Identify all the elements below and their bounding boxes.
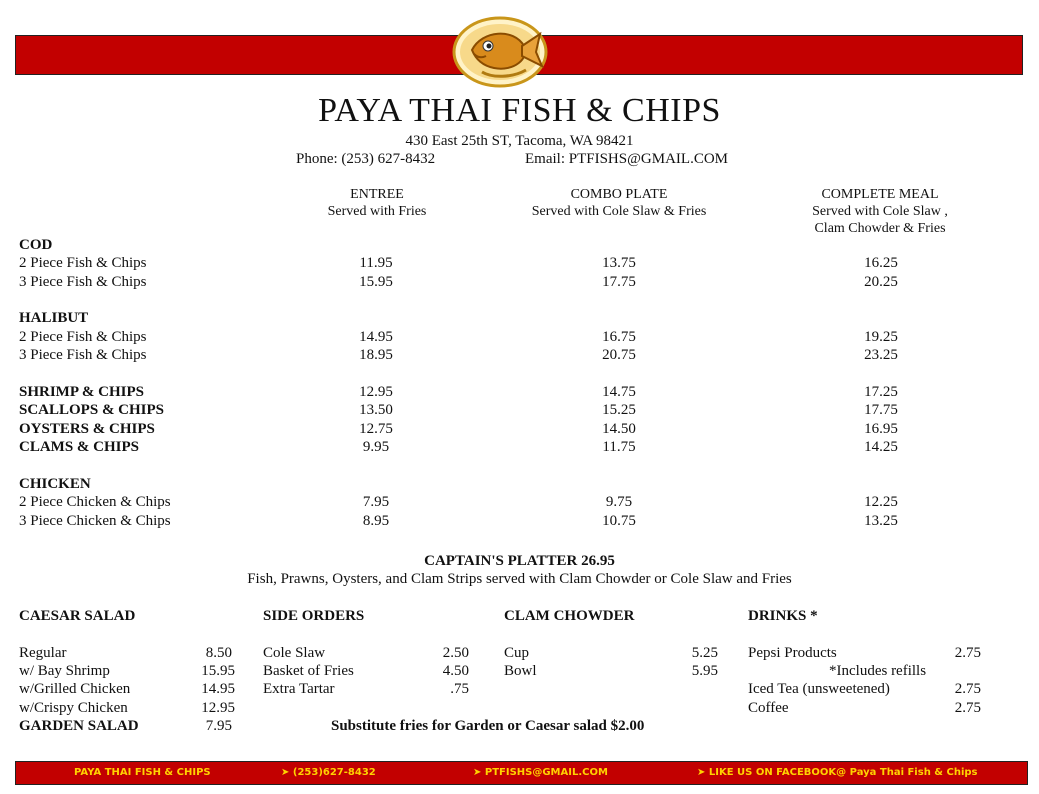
entree-price: 13.50	[359, 402, 393, 418]
menu-item-name: SCALLOPS & CHIPS	[19, 402, 165, 418]
clam-chowder-heading: CLAM CHOWDER	[504, 608, 635, 624]
footer-facebook-text: LIKE US ON FACEBOOK@ Paya Thai Fish & Chips	[708, 767, 978, 778]
side-item-price: .75	[450, 681, 469, 697]
entree-price: 12.95	[359, 384, 393, 400]
address: 430 East 25th ST, Tacoma, WA 98421	[405, 133, 634, 149]
garden-salad-price: 7.95	[205, 718, 232, 734]
chowder-item-price: 5.25	[691, 645, 718, 661]
section-heading-halibut: HALIBUT	[19, 310, 89, 326]
caesar-item-name: Regular	[19, 645, 67, 661]
combo-price: 14.50	[602, 421, 636, 437]
complete-price: 17.25	[864, 384, 898, 400]
entree-price: 14.95	[359, 329, 393, 345]
side-orders-heading: SIDE ORDERS	[263, 608, 365, 624]
arrow-icon: ➤	[697, 767, 706, 778]
caesar-item-price: 15.95	[201, 663, 235, 679]
entree-price: 7.95	[362, 494, 390, 510]
arrow-icon: ➤	[281, 767, 290, 778]
complete-price: 16.25	[864, 255, 898, 271]
entree-column-header	[296, 186, 458, 220]
complete-price: 23.25	[864, 347, 898, 363]
menu-item-name: 3 Piece Fish & Chips	[19, 347, 147, 363]
combo-title: COMBO PLATE	[570, 187, 668, 202]
complete-price: 13.25	[864, 513, 898, 529]
footer-email-text: PTFISHS@GMAIL.COM	[484, 767, 608, 778]
drinks-heading: DRINKS *	[748, 608, 818, 624]
complete-desc-2: Clam Chowder & Fries	[814, 221, 946, 236]
entree-price: 8.95	[362, 513, 390, 529]
email-address: Email: PTFISHS@GMAIL.COM	[525, 151, 728, 167]
menu-item-name: 2 Piece Fish & Chips	[19, 255, 147, 271]
menu-item-name: OYSTERS & CHIPS	[19, 421, 155, 437]
section-heading-cod: COD	[19, 237, 53, 253]
caesar-item-price: 14.95	[201, 681, 235, 697]
entree-price: 15.95	[359, 274, 393, 290]
drink-item-price: 2.75	[954, 700, 981, 716]
complete-price: 12.25	[864, 494, 898, 510]
menu-item-name: 3 Piece Chicken & Chips	[19, 513, 171, 529]
section-heading-chicken: CHICKEN	[19, 476, 91, 492]
menu-item-name: 2 Piece Chicken & Chips	[19, 494, 171, 510]
drink-item-name: Iced Tea (unsweetened)	[748, 681, 890, 697]
entree-price: 12.75	[359, 421, 393, 437]
footer-phone	[281, 767, 376, 778]
caesar-item-name: w/Grilled Chicken	[19, 681, 131, 697]
chowder-item-price: 5.95	[691, 663, 718, 679]
menu-item-name: SHRIMP & CHIPS	[19, 384, 145, 400]
menu-item-name: CLAMS & CHIPS	[19, 439, 140, 455]
entree-desc: Served with Fries	[327, 204, 427, 219]
captains-platter-title: CAPTAIN'S PLATTER 26.95	[424, 553, 615, 569]
caesar-item-price: 8.50	[205, 645, 232, 661]
caesar-item-price: 12.95	[201, 700, 235, 716]
caesar-item-name: w/ Bay Shrimp	[19, 663, 110, 679]
combo-price: 15.25	[602, 402, 636, 418]
combo-column-header	[509, 186, 729, 220]
chowder-item-name: Cup	[504, 645, 530, 661]
combo-price: 9.75	[605, 494, 633, 510]
drink-item-price: 2.75	[954, 681, 981, 697]
menu-item-name: 3 Piece Fish & Chips	[19, 274, 147, 290]
caesar-salad-heading: CAESAR SALAD	[19, 608, 136, 624]
fish-logo-icon	[452, 16, 548, 88]
complete-price: 17.75	[864, 402, 898, 418]
side-item-name: Basket of Fries	[263, 663, 354, 679]
side-item-name: Extra Tartar	[263, 681, 335, 697]
combo-price: 10.75	[602, 513, 636, 529]
side-item-price: 2.50	[442, 645, 469, 661]
combo-price: 14.75	[602, 384, 636, 400]
side-item-price: 4.50	[442, 663, 469, 679]
side-item-name: Cole Slaw	[263, 645, 326, 661]
footer-phone-text: (253)627-8432	[292, 767, 376, 778]
entree-price: 11.95	[359, 255, 393, 271]
restaurant-name: PAYA THAI FISH & CHIPS	[318, 92, 721, 129]
phone-number: Phone: (253) 627-8432	[296, 151, 436, 167]
complete-column-header	[785, 186, 975, 237]
combo-desc: Served with Cole Slaw & Fries	[531, 204, 707, 219]
complete-price: 14.25	[864, 439, 898, 455]
footer-name: PAYA THAI FISH & CHIPS	[74, 767, 211, 778]
entree-price: 18.95	[359, 347, 393, 363]
complete-title: COMPLETE MEAL	[821, 187, 939, 202]
combo-price: 13.75	[602, 255, 636, 271]
footer-email	[473, 767, 608, 778]
combo-price: 17.75	[602, 274, 636, 290]
refill-note: *Includes refills	[829, 663, 927, 679]
captains-platter-desc: Fish, Prawns, Oysters, and Clam Strips served with Clam Chowder or Cole Slaw and Fries	[247, 571, 792, 587]
entree-price: 9.95	[362, 439, 390, 455]
footer-facebook	[697, 767, 978, 778]
complete-price: 20.25	[864, 274, 898, 290]
caesar-item-name: w/Crispy Chicken	[19, 700, 128, 716]
drink-item-price: 2.75	[954, 645, 981, 661]
complete-price: 16.95	[864, 421, 898, 437]
complete-desc-1: Served with Cole Slaw ,	[812, 204, 948, 219]
chowder-item-name: Bowl	[504, 663, 537, 679]
combo-price: 20.75	[602, 347, 636, 363]
complete-price: 19.25	[864, 329, 898, 345]
arrow-icon: ➤	[473, 767, 482, 778]
garden-salad-name: GARDEN SALAD	[19, 718, 139, 734]
combo-price: 11.75	[602, 439, 636, 455]
combo-price: 16.75	[602, 329, 636, 345]
menu-item-name: 2 Piece Fish & Chips	[19, 329, 147, 345]
substitute-note: Substitute fries for Garden or Caesar salad $2.00	[331, 718, 645, 734]
drink-item-name: Coffee	[748, 700, 789, 716]
drink-item-name: Pepsi Products	[748, 645, 837, 661]
entree-title: ENTREE	[350, 187, 404, 202]
